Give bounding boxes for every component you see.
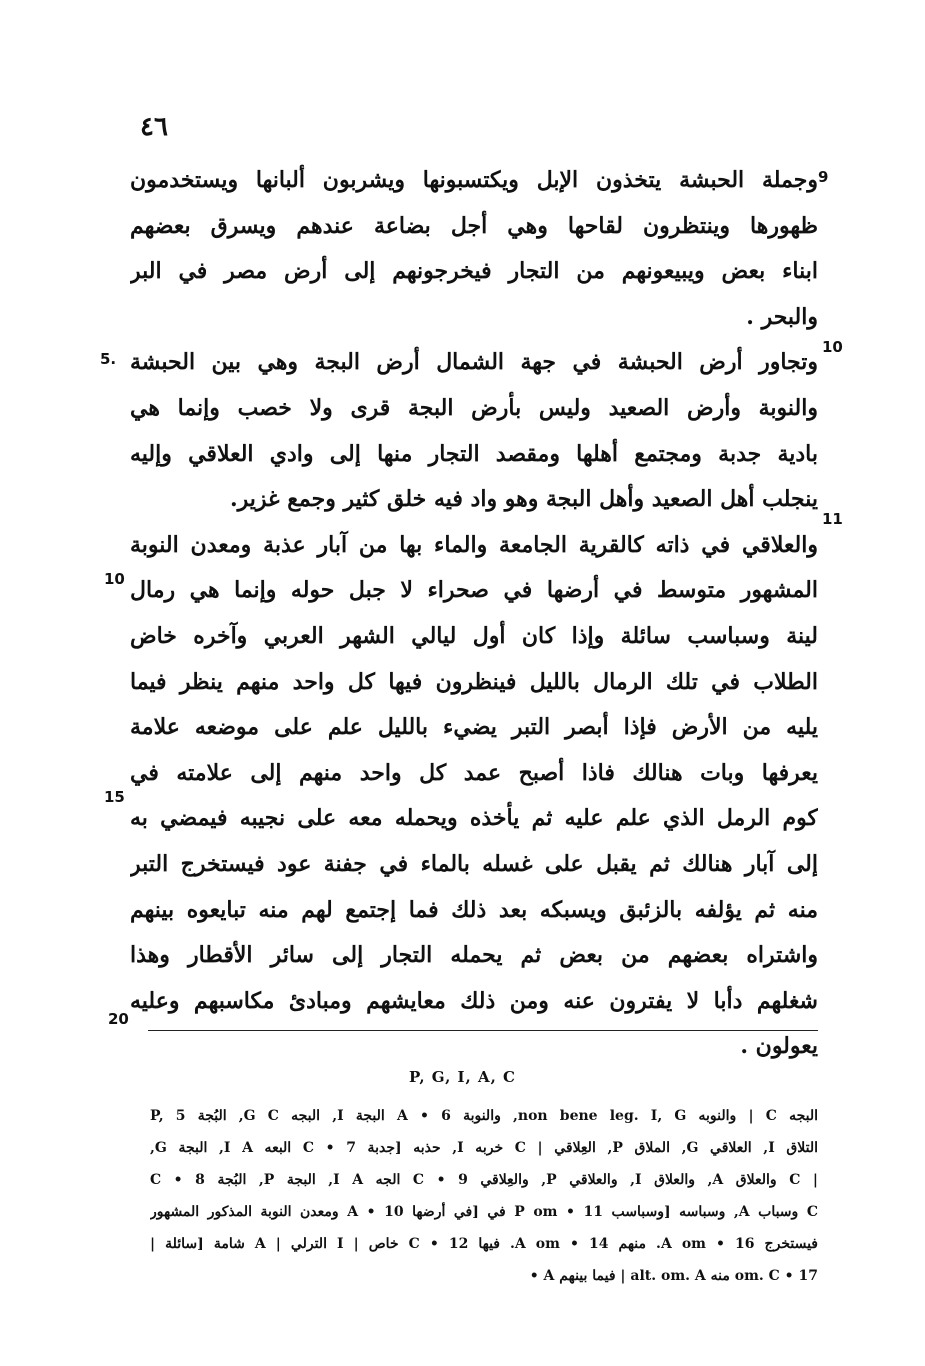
page-number: ٤٦: [140, 112, 168, 142]
line-number: 10: [104, 570, 125, 588]
line-number: 20: [108, 1010, 129, 1028]
text-line: إلى آبار هنالك ثم يقبل على غسله بالماء في جفنة عود فيستخرج التبر: [130, 850, 818, 877]
paragraph-number: 10: [822, 338, 843, 356]
paragraph-number: 9: [818, 168, 829, 186]
text-line: كوم الرمل الذي علم عليه ثم يأخذه ويحمله معه على نجيبه فيمضي به: [130, 805, 818, 832]
apparatus-line: C وسباب A, وسباسه [وسباسب 11 • P om في [في أرضها 10 • A ومعدن النوبة المذكور المشهور: [150, 1204, 818, 1220]
apparatus-line: التلاق I, العلاقي G, الملاق P, العِلاقي | C خربه I, حذبه [جدبة 7 • C البعه I A, البجة G,: [150, 1140, 818, 1156]
text-line: شغلهم دأبا لا يفترون عنه ومن ذلك معايشهم ومبادئ مكاسبهم وعليه: [130, 987, 818, 1014]
text-line: لينة وسباسب سائلة وإذا كان أول ليالي الشهر العربي وآخره خاض: [130, 622, 818, 649]
text-line: يعولون .: [740, 1033, 818, 1060]
text-line: الطلاب في تلك الرمال بالليل فينظرون فيها كل واحد منهم ينظر فيما: [130, 668, 818, 695]
text-line: ينجلب أهل الصعيد وأهل البجة وهو واد فيه خلق كثير وجمع غزير.: [229, 486, 818, 513]
text-line: يعرفها وبات هنالك فاذا أصبح عمد كل واحد منهم إلى علامته في: [130, 759, 818, 786]
footnote-rule: [148, 1030, 818, 1031]
text-line: والبحر .: [746, 303, 818, 330]
text-line: والنوبة وأرض الصعيد وليس بأرض البجة قرى ولا خصب وإنما هي: [130, 394, 818, 421]
text-line: وتجاور أرض الحبشة في جهة الشمال أرض البجة وهي بين الحبشة: [130, 349, 818, 376]
apparatus-line: om. C • 17 منه alt. om. A | فيما بينهم A •: [529, 1268, 818, 1284]
manuscript-sigla: P, G, I, A, C: [409, 1068, 516, 1086]
text-line: ظهورها وينتظرون لقاحها وهي أجل بضاعة عندهم ويسرق بعضهم: [130, 212, 818, 239]
critical-apparatus: [150, 1100, 818, 1292]
main-text: [130, 158, 818, 1070]
text-line: بادية جدبة ومجتمع أهلها ومقصد التجار منها إلى وادي العلاقي وإليه: [130, 440, 818, 467]
apparatus-line: | C والعلاق A, والعلاق I, والعلاقي P, والعِلاقي 9 • C الجه I A, البجة P, البُجة 8 • C: [150, 1172, 818, 1188]
apparatus-line: فيستخرج 16 • A om. منهم 14 • A om. فيها 12 • C خاص | I الترلي | A شامة [سائلة |: [150, 1236, 818, 1252]
line-number: 15: [104, 788, 125, 806]
text-line: والعلاقي في ذاته كالقرية الجامعة والماء بها من آبار عذبة ومعدن النوبة: [130, 531, 818, 558]
text-line: المشهور متوسط في أرضها في صحراء لا جبل حوله وإنما هي رمال: [130, 577, 818, 604]
apparatus-line: البجه C | والنوبه non bene leg. I, G, والنوبة 6 • A البجة I, البجه G C, البُجة P, 5: [150, 1108, 818, 1124]
text-line: منه ثم يؤلفه بالزئبق ويسبكه بعد ذلك فما إجتمع لهم منه تبايعوه بينهم: [130, 896, 818, 923]
text-line: يليه من الأرض فإذا أبصر التبر يضيء بالليل علم على موضعه علامة: [130, 714, 818, 741]
text-line: ابناء بعض ويبيعونهم من التجار فيخرجونهم إلى أرض مصر في البر: [130, 258, 818, 285]
text-line: وجملة الحبشة يتخذون الإبل ويكتسبونها ويشربون ألبانها ويستخدمون: [130, 167, 818, 193]
paragraph-number: 11: [822, 510, 843, 528]
line-number: 5.: [100, 350, 117, 368]
text-line: واشتراه بعضهم من بعض ثم يحمله التجار إلى سائر الأقطار وهذا: [130, 942, 818, 969]
